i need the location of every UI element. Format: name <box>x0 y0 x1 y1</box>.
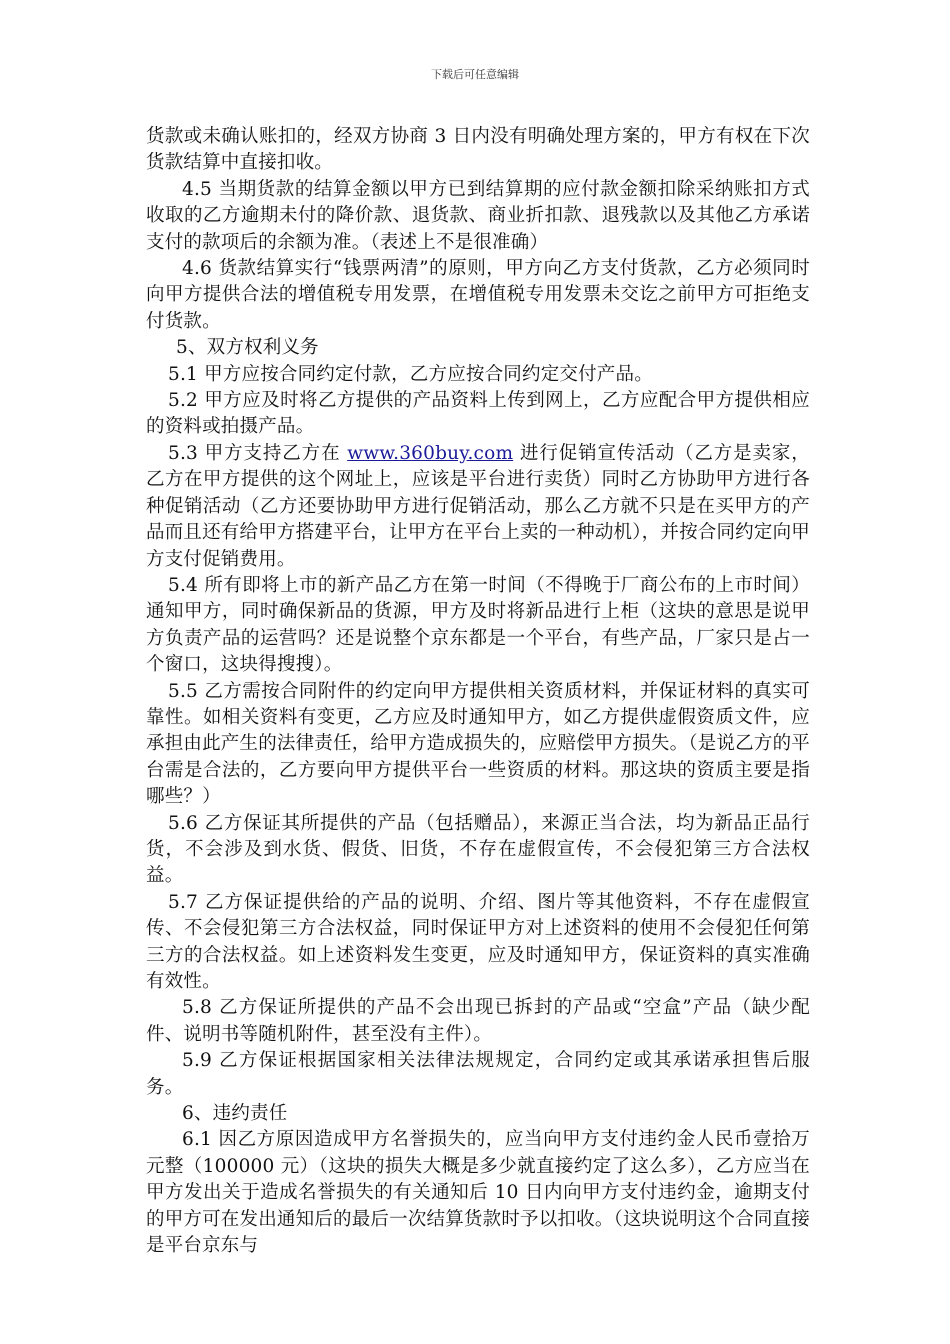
paragraph-4-4-continued: 货款或未确认账扣的，经双方协商 3 日内没有明确处理方案的，甲方有权在下次货款结算中直接扣收。 <box>146 126 810 174</box>
paragraph-5-5: 5.5 乙方需按合同附件的约定向甲方提供相关资质材料，并保证材料的真实可靠性。如相关资料有变更，乙方应及时通知甲方，如乙方提供虚假资质文件，应承担由此产生的法律责任，给甲方造成损失的，应赔偿甲方损失。（是说乙方的平台需是合法的，乙方要向甲方提供平台一些资质的材料。那这块的资质主要是指哪些？） <box>146 680 810 808</box>
paragraph-6-1: 6.1 因乙方原因造成甲方名誉损失的，应当向甲方支付违约金人民币壹拾万元整（100000 元）（这块的损失大概是多少就直接约定了这么多），乙方应当在甲方发出关于造成名誉损失的有关通知后 10 日内向甲方支付违约金，逾期支付的甲方可在发出通知后的最后一次结算货款时予以扣收。（这块说明这个合同直接是平台京东与 <box>146 1129 810 1257</box>
section-heading-6: 6、违约责任 <box>182 1103 288 1125</box>
paragraph-5-9: 5.9 乙方保证根据国家相关法律法规规定，合同约定或其承诺承担售后服务。 <box>146 1050 810 1098</box>
website-link[interactable]: www.360buy.com <box>347 442 514 464</box>
paragraph-5-4: 5.4 所有即将上市的新产品乙方在第一时间（不得晚于厂商公布的上市时间）通知甲方，同时确保新品的货源，甲方及时将新品进行上柜（这块的意思是说甲方负责产品的运营吗？还是说整个京东都是一个平台，有些产品，厂家只是占一个窗口，这块得搜搜）。 <box>146 574 810 676</box>
paragraph-5-3 <box>146 441 810 573</box>
page-header: 下载后可任意编辑 <box>431 68 519 81</box>
paragraph-5-8: 5.8 乙方保证所提供的产品不会出现已拆封的产品或“空盒”产品（缺少配件、说明书等随机附件，甚至没有主件）。 <box>146 997 810 1045</box>
paragraph-5-6: 5.6 乙方保证其所提供的产品（包括赠品），来源正当合法，均为新品正品行货，不会涉及到水货、假货、旧货，不存在虚假宣传，不会侵犯第三方合法权益。 <box>146 812 810 887</box>
paragraph-5-1: 5.1 甲方应按合同约定付款，乙方应按合同约定交付产品。 <box>168 363 653 385</box>
paragraph-5-2: 5.2 甲方应及时将乙方提供的产品资料上传到网上，乙方应配合甲方提供相应的资料或拍摄产品。 <box>146 390 810 438</box>
paragraph-4-6: 4.6 货款结算实行“钱票两清”的原则，甲方向乙方支付货款，乙方必须同时向甲方提供合法的增值税专用发票，在增值税专用发票未交讫之前甲方可拒绝支付货款。 <box>146 258 810 332</box>
paragraph-5-7: 5.7 乙方保证提供给的产品的说明、介绍、图片等其他资料，不存在虚假宣传、不会侵犯第三方合法权益，同时保证甲方对上述资料的使用不会侵犯任何第三方的合法权益。如上述资料发生变更，应及时通知甲方，保证资料的真实准确有效性。 <box>146 891 810 992</box>
document-body <box>146 124 810 1259</box>
section-heading-5: 5、双方权利义务 <box>176 337 319 359</box>
paragraph-5-3-text-after: 进行促销宣传活动（乙方是卖家，乙方在甲方提供的这个网址上，应该是平台进行卖货）同时乙方协助甲方进行各种促销活动（乙方还要协助甲方进行促销活动，那么乙方就不只是在买甲方的产品而且还有给甲方搭建平台，让甲方在平台上卖的一种动机），并按合同约定向甲方支付促销费用。 <box>146 442 810 570</box>
paragraph-5-3-text-before: 5.3 甲方支持乙方在 <box>168 442 348 464</box>
paragraph-4-5: 4.5 当期货款的结算金额以甲方已到结算期的应付款金额扣除采纳账扣方式收取的乙方逾期未付的降价款、退货款、商业折扣款、退残款以及其他乙方承诺支付的款项后的余额为准。（表述上不是很准确） <box>146 178 810 253</box>
